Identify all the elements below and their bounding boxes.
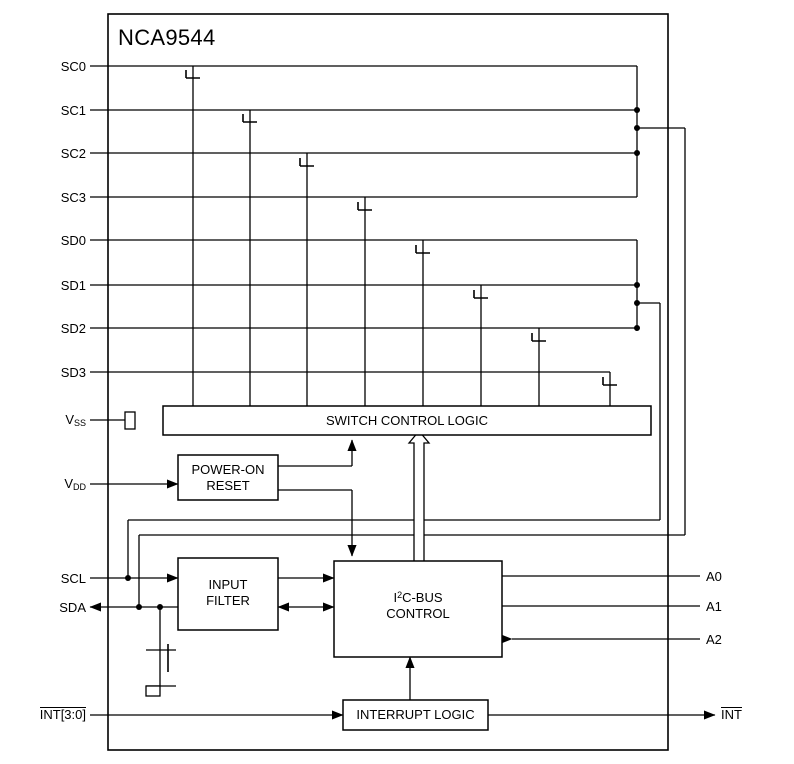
pin-label-sc2: SC2 (60, 146, 86, 161)
pin-label-sc3: SC3 (60, 190, 86, 205)
pin-label-sc0: SC0 (60, 59, 86, 74)
pin-label-sd3: SD3 (60, 365, 86, 380)
pin-label-sd1: SD1 (60, 278, 86, 293)
pin-label-a1: A1 (706, 599, 722, 614)
label-i2c-bus-control: $I^2C$-BUS CONTROL (386, 590, 450, 621)
pin-label-vdd: $V_{DD}$ (64, 476, 86, 492)
pin-label-sd0: SD0 (60, 233, 86, 248)
pin-label-a2: A2 (706, 632, 722, 647)
pin-label-int-out: INT (721, 707, 742, 722)
page-title: NCA9544 (118, 25, 216, 50)
label-input-filter: INPUT FILTER (206, 577, 250, 608)
label-interrupt-logic: INTERRUPT LOGIC (356, 707, 475, 722)
pin-label-a0: A0 (706, 569, 722, 584)
pin-label-sda: SDA (59, 600, 86, 615)
pin-label-int-in: INT[3:0] (39, 707, 86, 722)
pin-label-vss: $V_{SS}$ (65, 412, 86, 428)
label-switch-control-logic: SWITCH CONTROL LOGIC (325, 413, 489, 428)
pin-label-sc1: SC1 (60, 103, 86, 118)
pin-label-sd2: SD2 (60, 321, 86, 336)
label-power-on-reset: POWER-ON RESET (191, 462, 265, 493)
pin-label-scl: SCL (60, 571, 86, 586)
block-rects (163, 406, 651, 730)
